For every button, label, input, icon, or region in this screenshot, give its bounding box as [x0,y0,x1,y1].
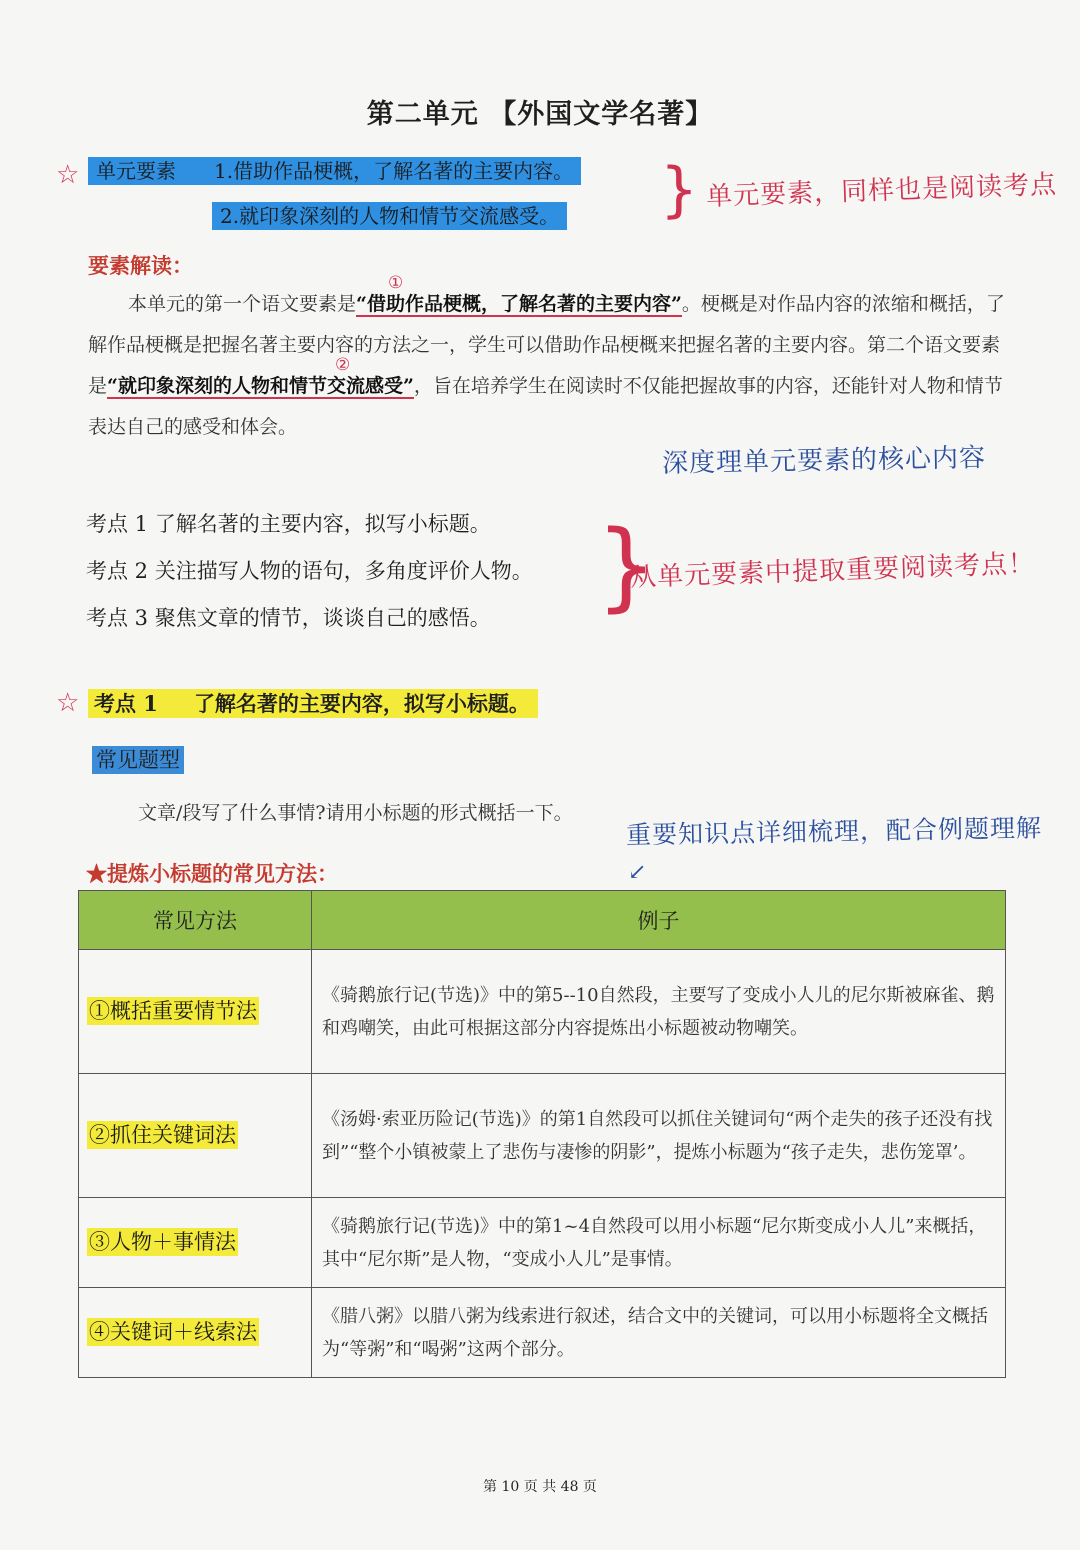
star-icon-2: ☆ [56,688,80,718]
brace-icon-2: } [596,510,658,622]
exam-point-2: 考点 2 关注描写人物的语句，多角度评价人物。 [86,559,533,583]
section-label: 考点 1 [88,689,164,718]
methods-heading: ★提炼小标题的常见方法： [86,861,338,886]
method-label: ④关键词＋线索法 [89,1319,257,1344]
quote-element-2: “就印象深刻的人物和情节交流感受” [107,375,414,397]
circle-one-icon: ① [388,273,404,293]
table-header-example: 例子 [312,891,1006,950]
section-handnote: 重要知识点详细梳理，配合例题理解 [625,813,1043,850]
interpretation-heading: 要素解读： [88,253,193,278]
question-type-tag [92,744,184,774]
table-cell-method [79,1288,312,1378]
exam-points-handnote: 从单元要素中提取重要阅读考点！ [629,548,1036,594]
method-label: ①概括重要情节法 [89,998,257,1023]
table-row [79,1074,1006,1198]
methods-table [78,890,1006,1378]
table-cell-example: 《骑鹅旅行记(节选)》中的第5--10自然段，主要写了变成小人儿的尼尔斯被麻雀、鹅和鸡嘲笑，由此可根据这部分内容提炼出小标题被动物嘲笑。 [312,950,1006,1074]
elements-label: 单元要素 [88,157,184,185]
arrow-down-icon: ↙ [628,860,647,885]
method-label: ③人物＋事情法 [89,1229,236,1254]
elements-line-1 [88,155,581,184]
table-cell-method [79,1198,312,1288]
para-part-1: 本单元的第一个语文要素是 [128,293,357,315]
table-cell-method [79,950,312,1074]
elements-item-1: 1.借助作品梗概，了解名著的主要内容。 [184,157,581,185]
exam-point-3: 考点 3 聚焦文章的情节，谈谈自己的感悟。 [86,606,491,630]
exam-point-1: 考点 1 了解名著的主要内容，拟写小标题。 [86,512,491,536]
para-part-3: ，旨在培养学生在阅读时不仅能把握故事的内容，还能针对人物和情节表达自己的感受和体会。 [88,375,1003,438]
table-row [79,1288,1006,1378]
circle-two-icon: ② [335,355,351,375]
method-label: ②抓住关键词法 [89,1122,236,1147]
page-title: 第二单元 【外国文学名著】 [366,99,714,130]
para-part-2: 。梗概是对作品内容的浓缩和概括，了解作品梗概是把握名著主要内容的方法之一，学生可以借助作品梗概来把握名著的主要内容。第二个语文要素是 [88,293,1005,397]
table-cell-example: 《汤姆·索亚历险记(节选)》的第1自然段可以抓住关键词句“两个走失的孩子还没有找到”“整个小镇被蒙上了悲伤与凄惨的阴影”，提炼小标题为“孩子走失，悲伤笼罩’。 [312,1074,1006,1198]
elements-handnote: 单元要素，同样也是阅读考点 [705,169,1058,213]
quote-element-1: “借助作品梗概，了解名著的主要内容” [356,293,682,315]
question-type-label: 常见题型 [92,746,184,774]
table-cell-example: 《腊八粥》以腊八粥为线索进行叙述，结合文中的关键词，可以用小标题将全文概括为“等粥”和“喝粥”这两个部分。 [312,1288,1006,1378]
elements-line-2 [212,200,567,229]
section-text: 了解名著的主要内容，拟写小标题。 [164,689,538,718]
elements-item-2: 2.就印象深刻的人物和情节交流感受。 [212,202,567,230]
table-row [79,1198,1006,1288]
table-header-method: 常见方法 [79,891,312,950]
page-footer: 第 10 页 共 48 页 [483,1479,597,1495]
table-cell-method [79,1074,312,1198]
table-row [79,950,1006,1074]
star-icon: ☆ [56,160,80,190]
interpretation-paragraph [88,284,1008,448]
question-text: 文章/段写了什么事情?请用小标题的形式概括一下。 [138,802,573,824]
brace-icon: } [660,155,699,225]
section-header [88,688,538,718]
interpretation-handnote: 深度理单元要素的核心内容 [661,443,987,479]
table-cell-example: 《骑鹅旅行记(节选)》中的第1~4自然段可以用小标题“尼尔斯变成小人儿”来概括，其中“尼尔斯”是人物，“变成小人儿”是事情。 [312,1198,1006,1288]
